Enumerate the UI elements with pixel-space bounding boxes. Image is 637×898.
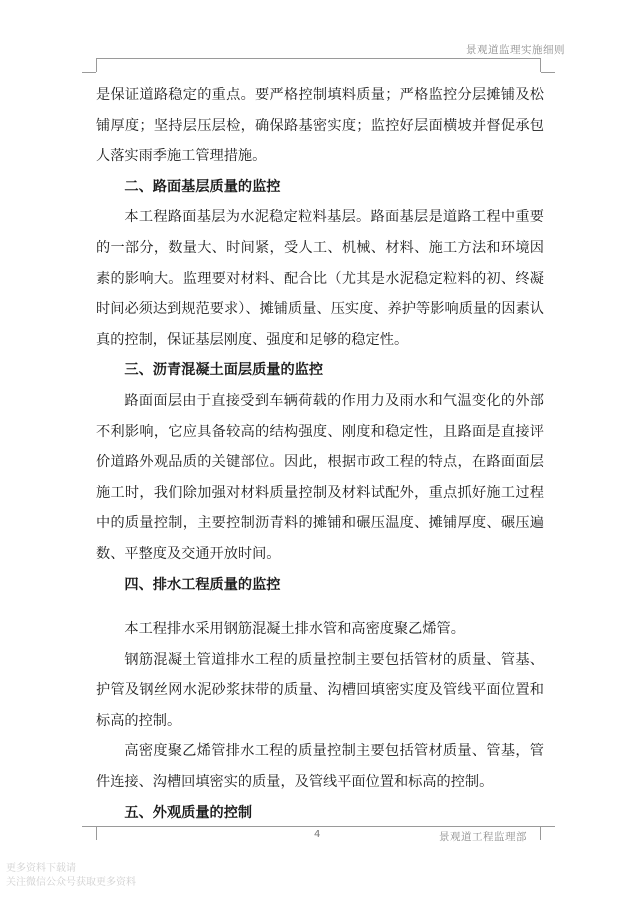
section-heading: 四、排水工程质量的监控 bbox=[124, 576, 281, 593]
crop-mark-top-right bbox=[540, 58, 555, 72]
spacer bbox=[96, 600, 544, 614]
paragraph: 高密度聚乙烯管排水工程的质量控制主要包括管材质量、管基，管件连接、沟槽回填密实的质量，及管线平面位置和标高的控制。 bbox=[96, 743, 544, 791]
section-heading: 二、路面基层质量的监控 bbox=[124, 178, 281, 195]
section-heading: 三、沥青混凝土面层质量的监控 bbox=[124, 362, 324, 379]
crop-mark-bottom-left bbox=[82, 826, 97, 840]
crop-mark-top-left-h bbox=[82, 72, 96, 73]
header-rule bbox=[96, 58, 541, 59]
paragraph: 本工程排水采用钢筋混凝土排水管和高密度聚乙烯管。 bbox=[124, 621, 465, 638]
crop-mark-top-left bbox=[82, 58, 97, 72]
watermark bbox=[6, 862, 136, 890]
footer-rule bbox=[96, 826, 541, 827]
paragraph: 本工程路面基层为水泥稳定粒料基层。路面基层是道路工程中重要的一部分，数量大、时间紧，受人工、机械、材料、施工方法和环境因素的影响大。监理要对材料、配合比（尤其是水泥稳定粒料的初、终凝时间必须达到规范要求）、摊铺质量、压实度、养护等影响质量的因素认真的控制，保证基层刚度、强度和足够的稳定性。 bbox=[96, 209, 544, 348]
page-number: 4 bbox=[314, 829, 321, 840]
paragraph: 路面面层由于直接受到车辆荷载的作用力及雨水和气温变化的外部不利影响，它应具备较高的结构强度、刚度和稳定性，且路面是直接评价道路外观品质的关键部位。因此，根据市政工程的特点，在路面面层施工时，我们除加强对材料质量控制及材料试配外，重点抓好施工过程中的质量控制，主要控制沥青料的摊铺和碾压温度、摊铺厚度、碾压遍数、平整度及交通开放时间。 bbox=[96, 392, 544, 562]
paragraph: 是保证道路稳定的重点。要严格控制填料质量；严格监控分层摊铺及松铺厚度；坚持层压层检，确保路基密实度；监控好层面横坡并督促承包人落实雨季施工管理措施。 bbox=[96, 87, 544, 165]
section-heading: 五、外观质量的控制 bbox=[124, 804, 253, 821]
crop-mark-top-right-h bbox=[541, 72, 555, 73]
footer-company: 景观道工程监理部 bbox=[439, 831, 527, 843]
watermark-line-2: 关注微信公众号获取更多资料 bbox=[6, 877, 136, 888]
watermark-line-1: 更多资料下载请 bbox=[6, 863, 76, 874]
paragraph: 钢筋混凝土管道排水工程的质量控制主要包括管材的质量、管基、护管及钢丝网水泥砂浆抹带的质量、沟槽回填密实度及管线平面位置和标高的控制。 bbox=[96, 651, 544, 729]
header-title: 景观道监理实施细则 bbox=[466, 44, 565, 56]
crop-mark-bottom-right bbox=[540, 826, 555, 840]
document-body bbox=[96, 80, 544, 828]
